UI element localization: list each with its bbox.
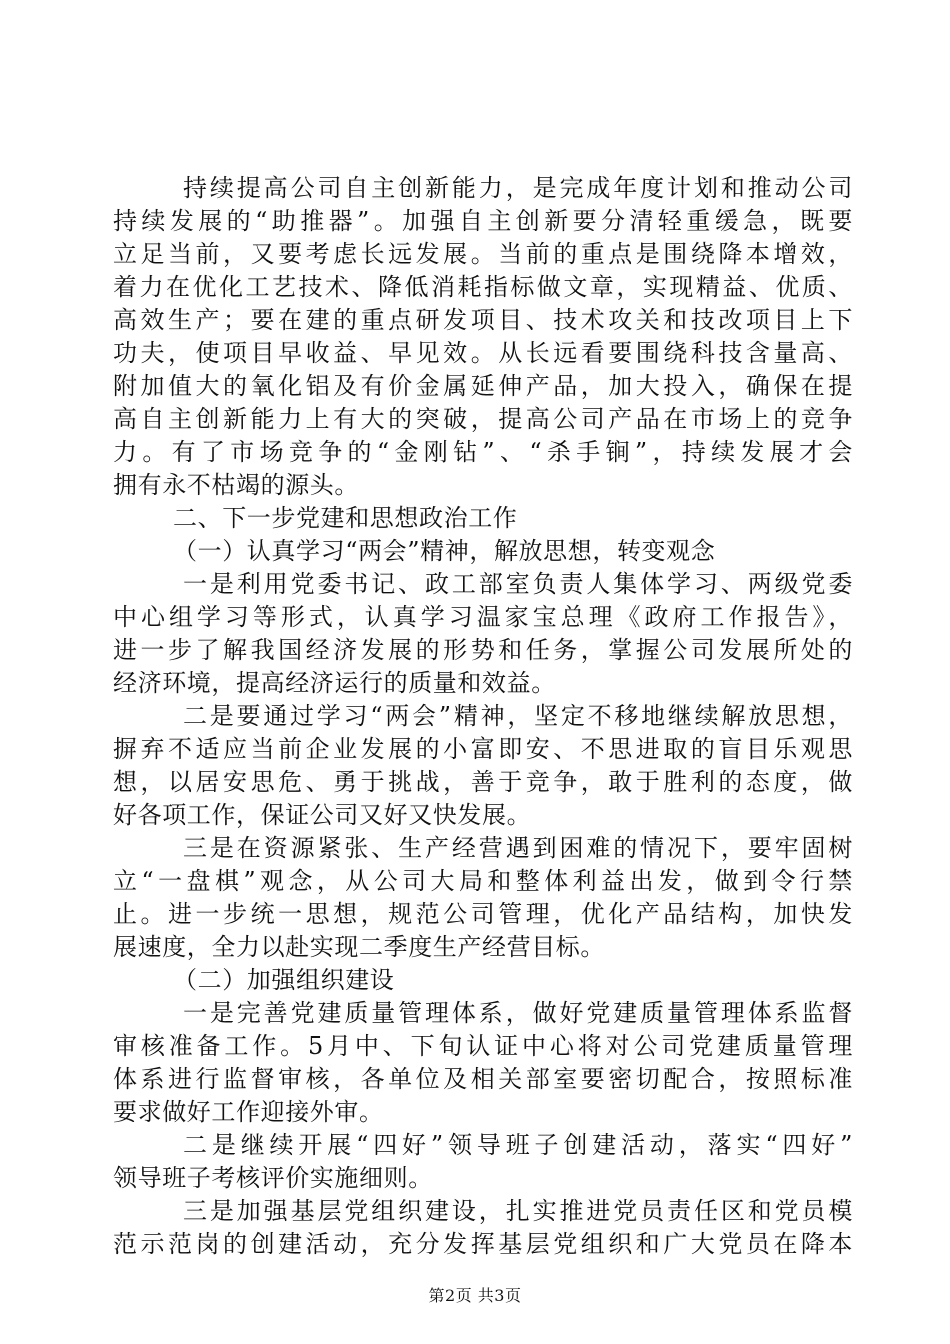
text-line: 高自主创新能力上有大的突破，提高公司产品在市场上的竞争: [113, 405, 853, 433]
text-line: 着力在优化工艺技术、降低消耗指标做文章，实现精益、优质、: [113, 273, 853, 301]
text-line: 摒弃不适应当前企业发展的小富即安、不思进取的盲目乐观思: [113, 735, 853, 763]
text-line: （二）加强组织建设: [173, 966, 395, 994]
text-line: 功夫，使项目早收益、早见效。从长远看要围绕科技含量高、: [113, 339, 853, 367]
text-line: 一是利用党委书记、政工部室负责人集体学习、两级党委: [183, 570, 853, 598]
text-line: 一是完善党建质量管理体系，做好党建质量管理体系监督: [183, 999, 853, 1027]
text-line: 立足当前，又要考虑长远发展。当前的重点是围绕降本增效，: [113, 240, 853, 268]
text-line: 二是继续开展“四好”领导班子创建活动，落实“四好”: [183, 1131, 853, 1159]
text-line: 经济环境，提高经济运行的质量和效益。: [113, 669, 556, 697]
text-line: 体系进行监督审核，各单位及相关部室要密切配合，按照标准: [113, 1065, 853, 1093]
text-line: 范示范岗的创建活动，充分发挥基层党组织和广大党员在降本: [113, 1230, 853, 1258]
text-line: 拥有永不枯竭的源头。: [113, 471, 359, 499]
text-line: 力。有了市场竞争的“金刚钻”、“杀手锏”，持续发展才会: [113, 438, 853, 466]
text-line: 附加值大的氧化铝及有价金属延伸产品，加大投入，确保在提: [113, 372, 853, 400]
text-line: 三是加强基层党组织建设，扎实推进党员责任区和党员模: [183, 1197, 853, 1225]
text-line: 三是在资源紧张、生产经营遇到困难的情况下，要牢固树: [183, 834, 853, 862]
text-line: 持续发展的“助推器”。加强自主创新要分清轻重缓急，既要: [113, 207, 853, 235]
text-line: 要求做好工作迎接外审。: [113, 1098, 384, 1126]
text-line: 止。进一步统一思想，规范公司管理，优化产品结构，加快发: [113, 900, 853, 928]
text-line: 审核准备工作。5月中、下旬认证中心将对公司党建质量管理: [113, 1032, 853, 1060]
text-line: 高效生产；要在建的重点研发项目、技术攻关和技改项目上下: [113, 306, 853, 334]
text-line: 二是要通过学习“两会”精神，坚定不移地继续解放思想，: [183, 702, 853, 730]
text-line: 领导班子考核评价实施细则。: [113, 1164, 433, 1192]
text-line: 展速度，全力以赴实现二季度生产经营目标。: [113, 933, 605, 961]
text-line: 持续提高公司自主创新能力，是完成年度计划和推动公司: [183, 174, 853, 202]
text-line: 立“一盘棋”观念，从公司大局和整体利益出发，做到令行禁: [113, 867, 853, 895]
text-line: 想，以居安思危、勇于挑战，善于竞争，敢于胜利的态度，做: [113, 768, 853, 796]
text-line: （一）认真学习“两会”精神，解放思想，转变观念: [173, 537, 716, 565]
text-line: 进一步了解我国经济发展的形势和任务，掌握公司发展所处的: [113, 636, 853, 664]
page-footer: [0, 1283, 950, 1306]
text-line: 中心组学习等形式，认真学习温家宝总理《政府工作报告》，: [113, 603, 853, 631]
text-line: 好各项工作，保证公司又好又快发展。: [113, 801, 532, 829]
page-number-label: 第2页 共3页: [428, 1286, 522, 1305]
document-body: [113, 172, 853, 1261]
text-line: 二、下一步党建和思想政治工作: [173, 504, 518, 532]
